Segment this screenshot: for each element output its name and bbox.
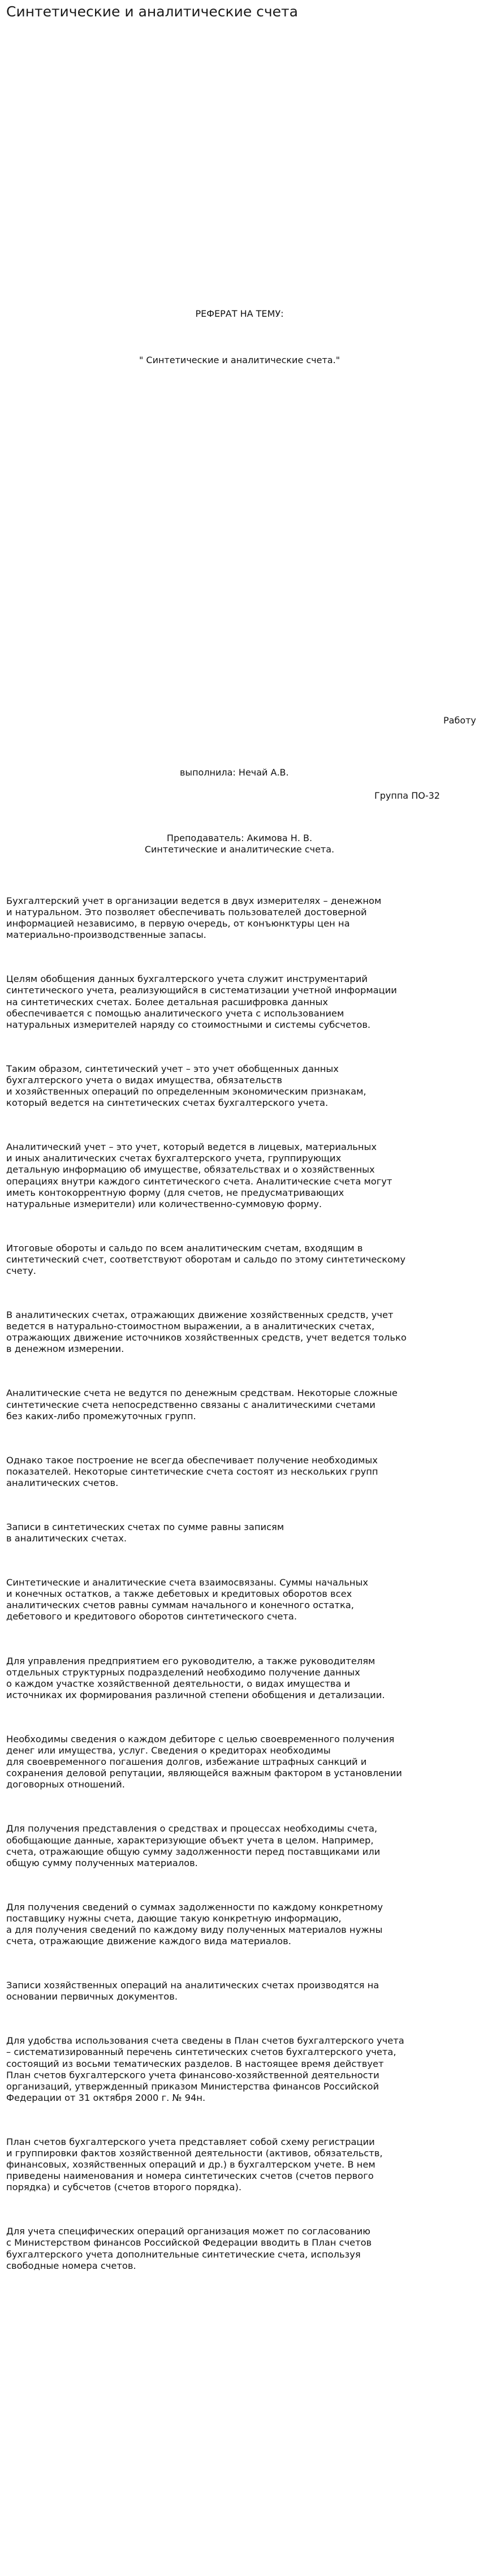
group-label: Группа ПО-32 [374, 790, 440, 801]
paragraph: Для учета специфических операций организация может по согласованию с Министерством финансов Российской Федерации вводить в План счетов бухгалтерского учета дополнительные синтетические счета, используя свободные номера счетов. [6, 2226, 372, 2271]
author-line: выполнила: Нечай А.В. [180, 767, 289, 778]
paragraph: Для получения сведений о суммах задолженности по каждому конкретному поставщику нужны счета, дающие такую конкретную информацию, а для получения сведений по каждому виду полученных материалов нужны счета, отражающие движение каждого вида материалов. [6, 1901, 383, 1947]
paragraph: Записи в синтетических счетах по сумме равны записям в аналитических счетах. [6, 1522, 284, 1544]
paragraph: Аналитические счета не ведутся по денежным средствам. Некоторые сложные синтетические счета непосредственно связаны с аналитическими счетами без каких-либо промежуточных групп. [6, 1388, 398, 1421]
teacher-line: Преподаватель: Акимова Н. В. [166, 833, 313, 843]
paragraph: Однако такое построение не всегда обеспечивает получение необходимых показателей. Некоторые синтетические счета состоят из нескольких групп аналитических счетов. [6, 1454, 378, 1488]
page-title: Синтетические и аналитические счета [6, 3, 298, 20]
paragraph: Таким образом, синтетический учет – это учет обобщенных данных бухгалтерского учета о видах имущества, обязательств и хозяйственных операций по определенным экономическим признакам, который ведется на синтетических счетах бухгалтерского учета. [6, 1063, 366, 1109]
paragraph: Аналитический учет – это учет, который ведется в лицевых, материальных и иных аналитических счетах бухгалтерского учета, группирующих детальную информацию об имуществе, обязательствах и о хозяйственных операциях внутри каждого синтетического счета. Аналитические счета могут иметь контокоррентную форму (для счетов, не предусматривающих натуральные измерители) или количественно-суммовую форму. [6, 1141, 392, 1209]
paragraph: Итоговые обороты и сальдо по всем аналитическим счетам, входящим в синтетический счет, соответствуют оборотам и сальдо по этому синтетическому счету. [6, 1242, 405, 1276]
paragraph: Записи хозяйственных операций на аналитических счетах производятся на основании первичных документов. [6, 1980, 379, 2002]
paragraph: Для управления предприятием его руководителю, а также руководителям отдельных структурных подразделений необходимо получение данных о каждом участке хозяйственной деятельности, о видах имущества и источниках их формирования различной степени обобщения и детализации. [6, 1655, 385, 1700]
paragraph: Необходимы сведения о каждом дебиторе с целью своевременного получения денег или имущества, услуг. Сведения о кредиторах необходимы для своевременного погашения долгов, избежание штрафных санкций и сохранения деловой репутации, являющейся важным фактором в установлении договорных отношений. [6, 1733, 402, 1790]
referat-topic: " Синтетические и аналитические счета." [139, 355, 340, 365]
paragraph: Синтетические и аналитические счета взаимосвязаны. Суммы начальных и конечных остатков, а также дебетовых и кредитовых оборотов всех аналитических счетов равны суммам начального и конечного остатка, дебетового и кредитового оборотов синтетического счета. [6, 1577, 369, 1622]
paragraph: Бухгалтерский учет в организации ведется в двух измерителях – денежном и натуральном. Это позволяет обеспечивать пользователей достоверной информацией независимо, в первую очередь, от конъюнктуры цен на материально-производственные запасы. [6, 895, 382, 941]
body-text [6, 895, 470, 2304]
work-label: Работу [443, 715, 476, 726]
paragraph: Для удобства использования счета сведены в План счетов бухгалтерского учета – систематизированный перечень синтетических счетов бухгалтерского учета, состоящий из восьми тематических разделов. В настоящее время действует План счетов бухгалтерского учета финансово-хозяйственной деятельности организаций, утвержденный приказом Министерства финансов Российской Федерации от 31 октября 2000 г. № 94н. [6, 2035, 404, 2103]
paragraph: План счетов бухгалтерского учета представляет собой схему регистрации и группировки фактов хозяйственной деятельности (активов, обязательств, финансовых, хозяйственных операций и др.) в бухгалтерском учете. В нем приведены наименования и номера синтетических счетов (счетов первого порядка) и субсчетов (счетов второго порядка). [6, 2136, 383, 2193]
paragraph: Целям обобщения данных бухгалтерского учета служит инструментарий синтетического учета, реализующийся в систематизации учетной информации на синтетических счетах. Более детальная расшифровка данных обеспечивается с помощью аналитического учета с использованием натуральных измерителей наряду со стоимостными и системы субсчетов. [6, 973, 397, 1030]
referat-label: РЕФЕРАТ НА ТЕМУ: [195, 308, 284, 319]
subtitle: Синтетические и аналитические счета. [144, 844, 335, 855]
paragraph: В аналитических счетах, отражающих движение хозяйственных средств, учет ведется в натурально-стоимостном выражении, а в аналитических счетах, отражающих движение источников хозяйственных средств, учет ведется только в денежном измерении. [6, 1309, 407, 1355]
paragraph: Для получения представления о средствах и процессах необходимы счета, обобщающие данные, характеризующие объект учета в целом. Например, счета, отражающие общую сумму задолженности перед поставщиками или общую сумму полученных материалов. [6, 1823, 381, 1868]
